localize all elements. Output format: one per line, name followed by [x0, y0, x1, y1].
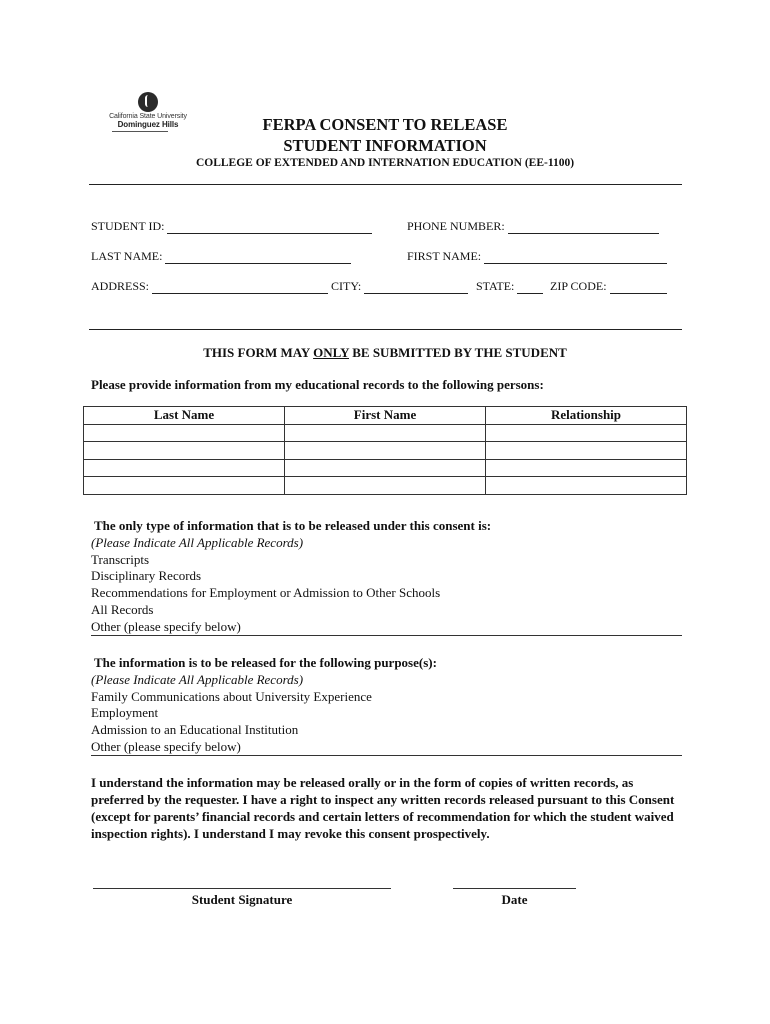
column-header-relationship: Relationship	[486, 407, 687, 425]
info-types-note: (Please Indicate All Applicable Records)	[91, 534, 304, 550]
relationship-cell[interactable]	[486, 459, 687, 477]
city-line[interactable]	[364, 283, 468, 294]
address-field[interactable]	[91, 279, 328, 294]
purposes-specify-line[interactable]	[91, 755, 682, 756]
info-types-specify-line[interactable]	[91, 635, 682, 636]
zip-code-field[interactable]	[550, 279, 667, 294]
consent-paragraph: I understand the information may be released orally or in the form of copies of written records, as preferred by the requester. I have a right to inspect any written records released pursuant to this Consent (except for parents’ financial records and certain letters of recommendation for which the student waived inspection rights). I understand I may revoke this consent prospectively.	[91, 775, 675, 841]
address-label: ADDRESS:	[91, 279, 150, 293]
first-name-label: FIRST NAME:	[407, 249, 482, 263]
column-header-last-name: Last Name	[84, 407, 285, 425]
last-name-cell[interactable]	[84, 424, 285, 442]
city-label: CITY:	[331, 279, 362, 293]
zip-code-line[interactable]	[610, 283, 667, 294]
last-name-label: LAST NAME:	[91, 249, 163, 263]
header-divider	[89, 184, 682, 185]
first-name-cell[interactable]	[285, 424, 486, 442]
notice-emphasis: ONLY	[313, 345, 349, 360]
table-row	[84, 424, 687, 442]
fields-divider	[89, 329, 682, 330]
last-name-line[interactable]	[165, 253, 351, 264]
phone-number-label: PHONE NUMBER:	[407, 219, 505, 233]
info-type-option[interactable]: Transcripts	[91, 551, 150, 567]
first-name-field[interactable]	[407, 249, 667, 264]
persons-intro: Please provide information from my educational records to the following persons:	[91, 377, 544, 392]
purpose-option[interactable]: Employment	[91, 705, 159, 721]
relationship-cell[interactable]	[486, 424, 687, 442]
phone-number-line[interactable]	[508, 223, 659, 234]
city-field[interactable]	[331, 279, 468, 294]
student-id-line[interactable]	[167, 223, 372, 234]
first-name-cell[interactable]	[285, 477, 486, 495]
table-row	[84, 477, 687, 495]
address-line[interactable]	[152, 283, 328, 294]
persons-table	[83, 406, 687, 495]
state-line[interactable]	[517, 283, 543, 294]
date-line[interactable]	[453, 888, 576, 889]
first-name-line[interactable]	[484, 253, 667, 264]
column-header-first-name: First Name	[285, 407, 486, 425]
form-subtitle: COLLEGE OF EXTENDED AND INTERNATION EDUCATION (EE-1100)	[195, 157, 575, 169]
date-label: Date	[501, 892, 528, 907]
student-signature-line[interactable]	[93, 888, 391, 889]
submission-notice	[0, 345, 770, 361]
student-id-field[interactable]	[91, 219, 372, 234]
table-row	[84, 459, 687, 477]
relationship-cell[interactable]	[486, 442, 687, 460]
last-name-cell[interactable]	[84, 442, 285, 460]
purpose-option[interactable]: Family Communications about University Experience	[91, 688, 372, 704]
purpose-option[interactable]: Admission to an Educational Institution	[91, 722, 299, 738]
notice-text-before: THIS FORM MAY	[203, 345, 314, 360]
table-row	[84, 442, 687, 460]
zip-code-label: ZIP CODE:	[550, 279, 607, 293]
first-name-cell[interactable]	[285, 459, 486, 477]
purposes-note: (Please Indicate All Applicable Records)	[91, 671, 304, 687]
purpose-option[interactable]: Other (please specify below)	[91, 738, 241, 754]
last-name-cell[interactable]	[84, 477, 285, 495]
state-field[interactable]	[476, 279, 543, 294]
info-type-option[interactable]: Disciplinary Records	[91, 568, 202, 584]
info-type-option[interactable]: All Records	[91, 601, 154, 617]
form-title-line1: FERPA CONSENT TO RELEASE	[262, 115, 508, 134]
info-type-option[interactable]: Recommendations for Employment or Admission to Other Schools	[91, 585, 441, 601]
info-types-section	[91, 518, 491, 636]
form-title-line2: STUDENT INFORMATION	[283, 136, 487, 155]
persons-table-header-row	[84, 407, 687, 425]
last-name-field[interactable]	[91, 249, 351, 264]
info-type-option[interactable]: Other (please specify below)	[91, 618, 241, 634]
last-name-cell[interactable]	[84, 459, 285, 477]
state-label: STATE:	[476, 279, 515, 293]
purposes-section	[91, 655, 437, 756]
notice-text-after: BE SUBMITTED BY THE STUDENT	[348, 345, 567, 360]
purposes-heading: The information is to be released for the following purpose(s):	[94, 655, 437, 670]
info-types-heading: The only type of information that is to be released under this consent is:	[94, 518, 492, 533]
relationship-cell[interactable]	[486, 477, 687, 495]
logo-campus-name: Dominguez Hills	[117, 120, 179, 129]
logo-university-name: California State University	[109, 113, 187, 120]
university-seal-icon	[138, 92, 158, 112]
student-id-label: STUDENT ID:	[91, 219, 165, 233]
first-name-cell[interactable]	[285, 442, 486, 460]
phone-number-field[interactable]	[407, 219, 659, 234]
student-signature-label: Student Signature	[191, 892, 293, 907]
